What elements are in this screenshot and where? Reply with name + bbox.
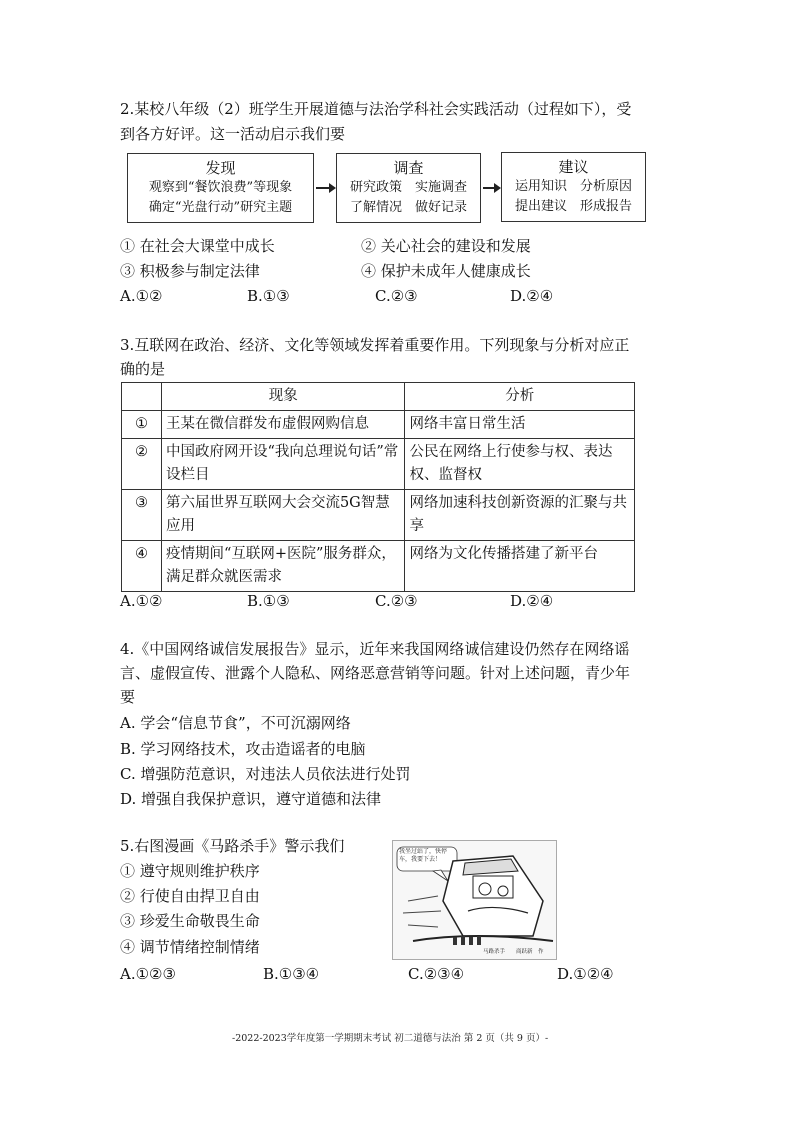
flow-row: 观察到“餐饮浪费”等现象 <box>148 180 293 195</box>
q2-item-4: ④ 保护未成年人健康成长 <box>361 262 531 280</box>
q3-table <box>121 382 635 592</box>
q2-choice-a[interactable]: A.①② <box>120 287 163 305</box>
q2-item-1: ① 在社会大课堂中成长 <box>120 237 275 255</box>
flow-title: 调查 <box>393 159 424 177</box>
flow-row: 确定“光盘行动”研究主题 <box>148 200 293 215</box>
table-cell: 中国政府网开设“我向总理说句话”常设栏目 <box>161 439 405 490</box>
table-cell: 王某在微信群发布虚假网购信息 <box>161 411 405 439</box>
q4-option-b[interactable]: B. 学习网络技术，攻击造谣者的电脑 <box>120 740 366 758</box>
table-cell: 疫情期间“互联网+医院”服务群众，满足群众就医需求 <box>161 541 405 592</box>
q3-choice-d[interactable]: D.②④ <box>510 592 554 610</box>
flow-box-investigate <box>336 153 481 223</box>
q4-stem-line1: 4.《中国网络诚信发展报告》显示，近年来我国网络诚信建设仍然存在网络谣 <box>120 640 630 658</box>
table-cell: ① <box>122 411 162 439</box>
q2-stem-line2: 到各方好评。这一活动启示我们要 <box>120 125 346 143</box>
table-cell: ④ <box>122 541 162 592</box>
table-cell: 网络加速科技创新资源的汇聚与共享 <box>405 490 635 541</box>
table-cell: 第六届世界互联网大会交流5G智慧应用 <box>161 490 405 541</box>
q5-stem: 5.右图漫画《马路杀手》警示我们 <box>120 837 345 855</box>
q4-option-d[interactable]: D. 增强自我保护意识，遵守道德和法律 <box>120 790 382 808</box>
table-header: 分析 <box>405 383 635 411</box>
q4-stem-line2: 言、虚假宣传、泄露个人隐私、网络恶意营销等问题。针对上述问题，青少年 <box>120 664 631 682</box>
q5-choice-d[interactable]: D.①②④ <box>557 965 614 983</box>
table-header <box>122 383 162 411</box>
q4-option-c[interactable]: C. 增强防范意识，对违法人员依法进行处罚 <box>120 765 411 783</box>
table-row <box>122 541 635 592</box>
q2-item-3: ③ 积极参与制定法律 <box>120 262 260 280</box>
table-cell: ③ <box>122 490 162 541</box>
q2-choice-d[interactable]: D.②④ <box>510 287 554 305</box>
q4-stem-line3: 要 <box>120 688 136 706</box>
table-header: 现象 <box>161 383 405 411</box>
flow-box-suggest <box>501 152 646 222</box>
q5-item-1: ① 遵守规则维护秩序 <box>120 862 260 880</box>
q5-choice-c[interactable]: C.②③④ <box>408 965 465 983</box>
flow-row: 运用知识 分析原因 <box>514 179 632 194</box>
table-row <box>122 439 635 490</box>
q5-item-2: ② 行使自由捍卫自由 <box>120 887 260 905</box>
page-footer: -2022-2023学年度第一学期期末考试 初二道德与法治 第 2 页（共 9 页）- <box>232 1033 549 1044</box>
q3-stem-line1: 3.互联网在政治、经济、文化等领域发挥着重要作用。下列现象与分析对应正 <box>120 336 630 354</box>
table-header-row <box>122 383 635 411</box>
table-cell: ② <box>122 439 162 490</box>
table-cell: 公民在网络上行使参与权、表达权、监督权 <box>405 439 635 490</box>
q2-choice-c[interactable]: C.②③ <box>375 287 418 305</box>
table-cell: 网络丰富日常生活 <box>405 411 635 439</box>
q2-stem-line1: 2.某校八年级（2）班学生开展道德与法治学科社会实践活动（过程如下），受 <box>120 100 632 118</box>
q5-choice-a[interactable]: A.①②③ <box>120 965 176 983</box>
flow-arrow <box>483 187 495 189</box>
flow-row: 研究政策 实施调查 <box>349 180 467 195</box>
q3-stem-line2: 确的是 <box>120 360 166 378</box>
comic-image <box>392 840 557 960</box>
q3-choice-c[interactable]: C.②③ <box>375 592 418 610</box>
flow-title: 发现 <box>205 159 236 177</box>
comic-caption: 马路杀手 商跃新 作 <box>483 949 544 955</box>
q3-choice-b[interactable]: B.①③ <box>247 592 290 610</box>
comic-illustration <box>393 841 557 960</box>
table-cell: 网络为文化传播搭建了新平台 <box>405 541 635 592</box>
q2-item-2: ② 关心社会的建设和发展 <box>361 237 531 255</box>
q3-choice-a[interactable]: A.①② <box>120 592 163 610</box>
flow-row: 了解情况 做好记录 <box>349 200 467 215</box>
flow-title: 建议 <box>558 158 589 176</box>
q5-choice-b[interactable]: B.①③④ <box>263 965 320 983</box>
q5-item-3: ③ 珍爱生命敬畏生命 <box>120 912 260 930</box>
q5-item-4: ④ 调节情绪控制情绪 <box>120 938 260 956</box>
flow-row: 提出建议 形成报告 <box>514 199 632 214</box>
table-row <box>122 490 635 541</box>
q4-option-a[interactable]: A. 学会“信息节食”，不可沉溺网络 <box>120 714 351 732</box>
table-row <box>122 411 635 439</box>
comic-bubble-text: 我坐过站了，快停车，我要下去！ <box>399 848 448 863</box>
flow-box-discover <box>127 153 314 223</box>
q2-choice-b[interactable]: B.①③ <box>247 287 290 305</box>
flow-arrow <box>316 187 330 189</box>
